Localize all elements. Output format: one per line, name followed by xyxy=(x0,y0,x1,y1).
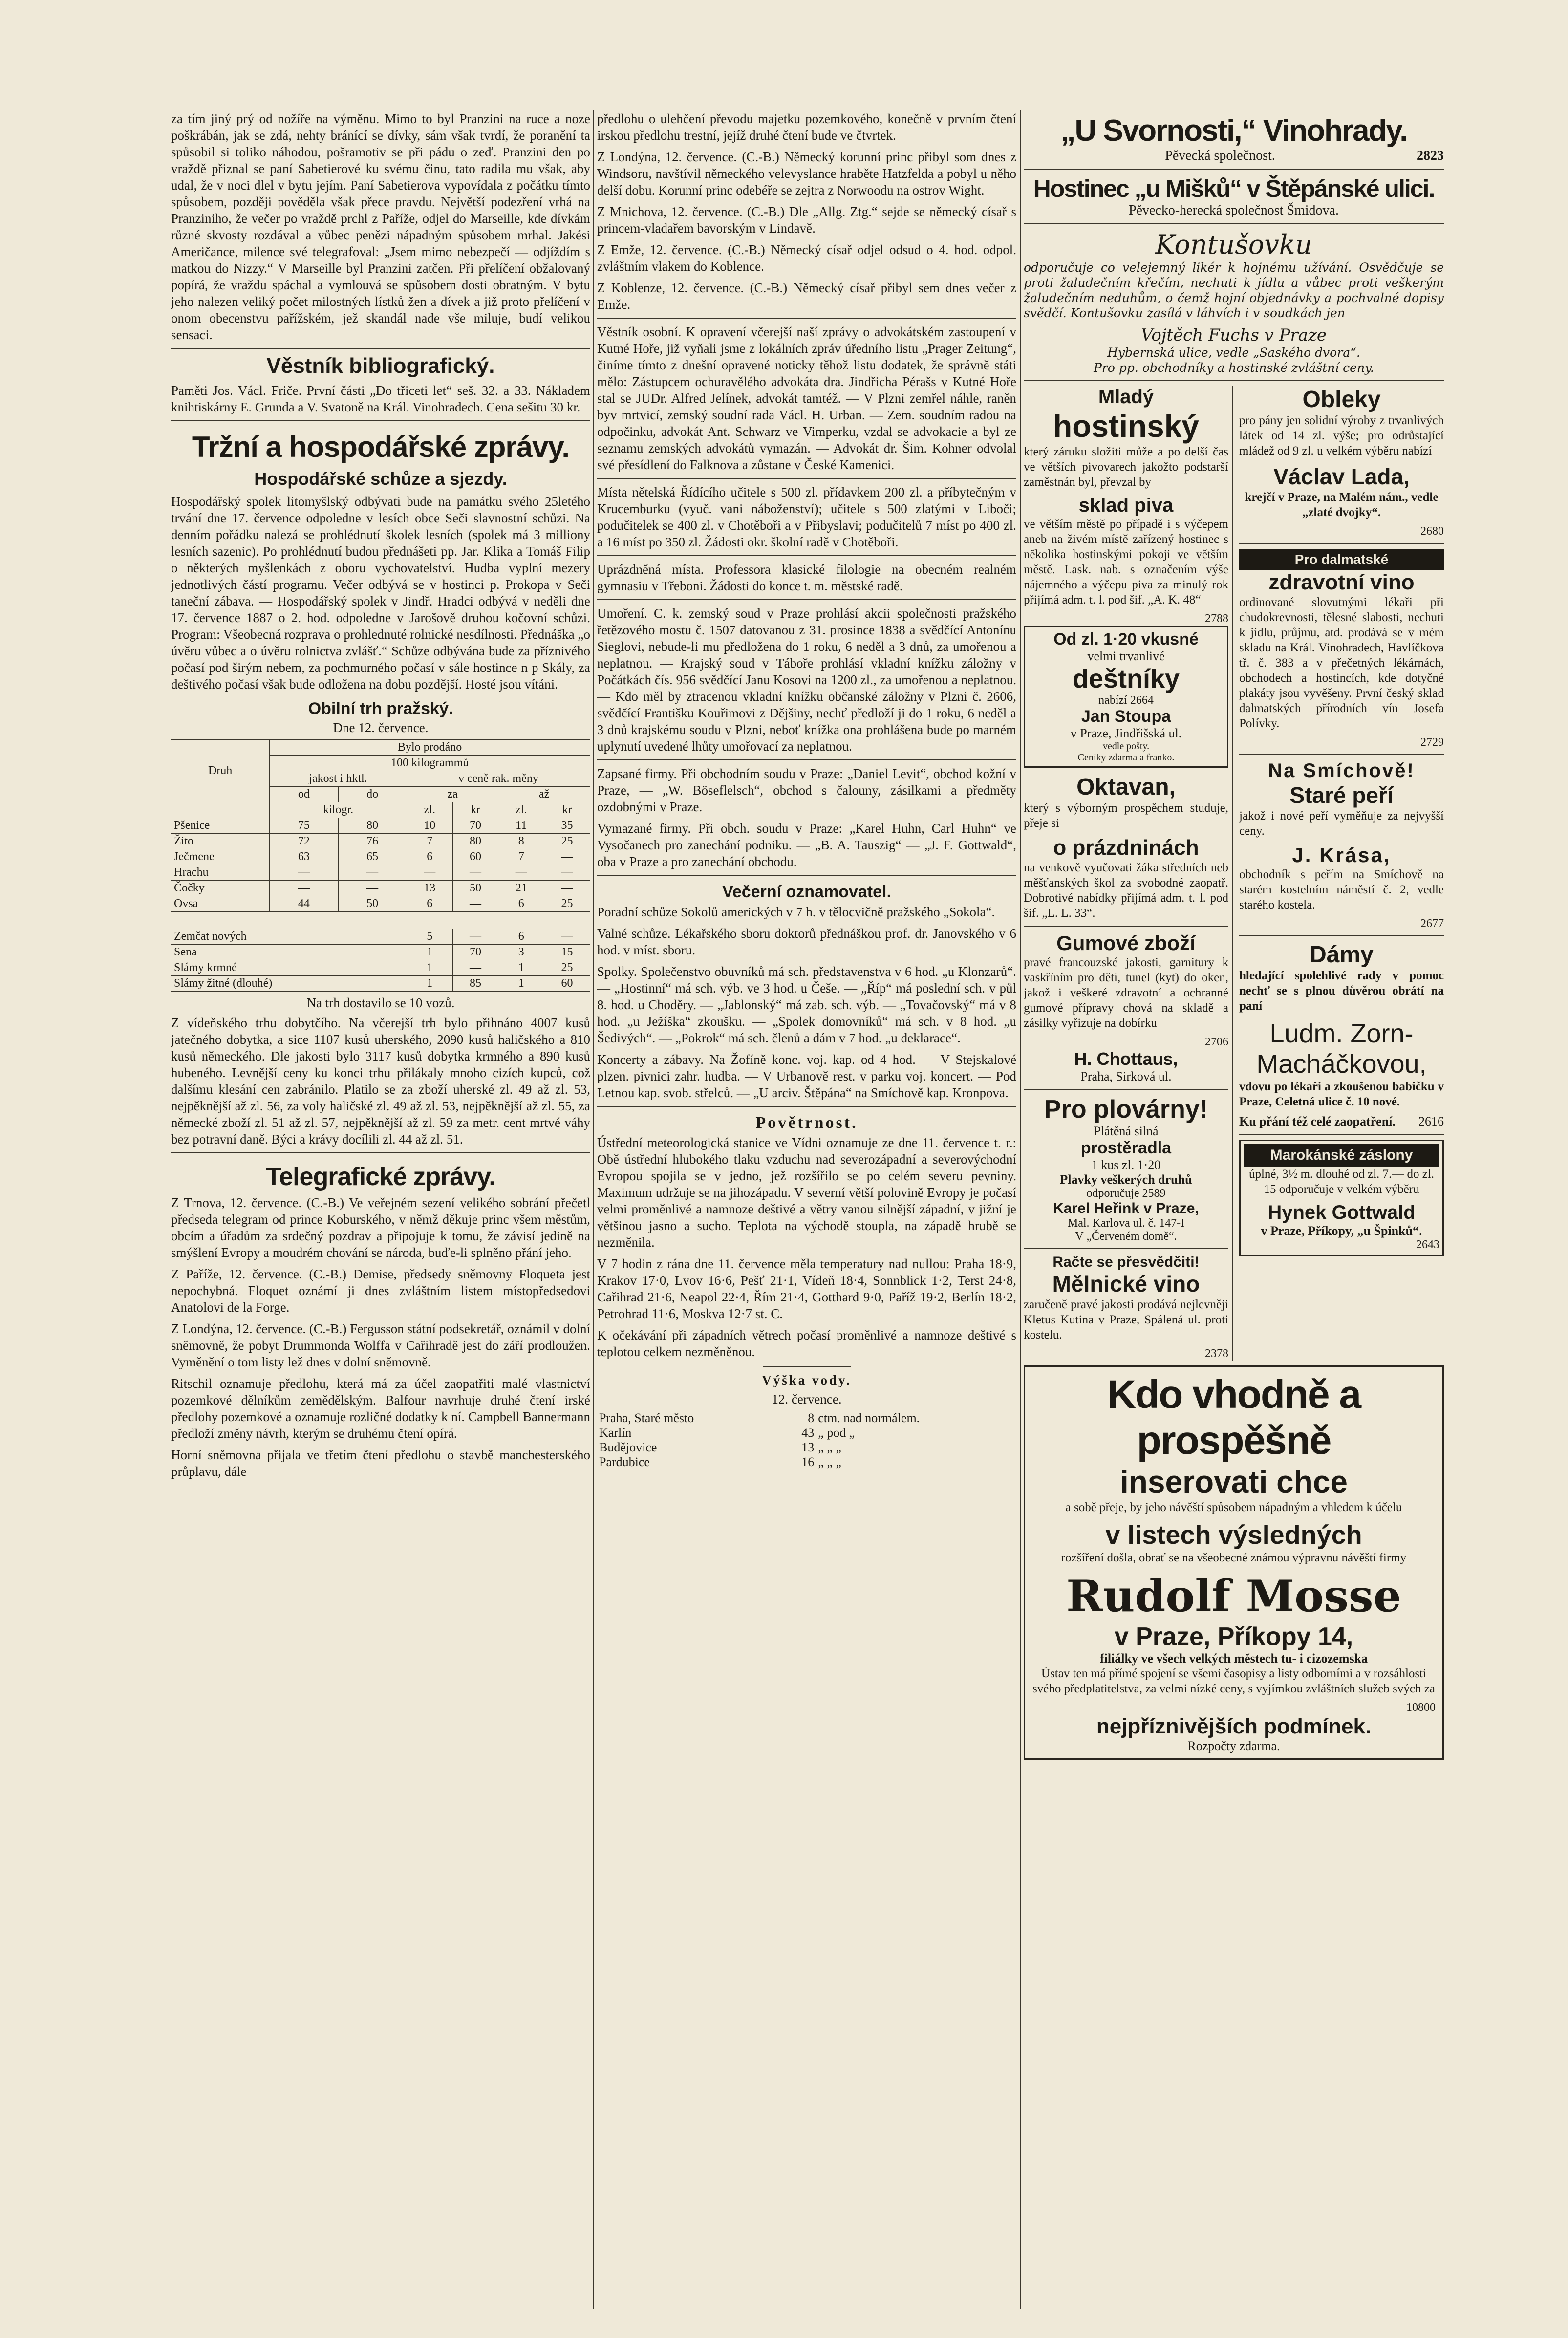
table-cell: — xyxy=(270,881,338,896)
article-london-b: Z Londýna, 12. července. (C.-B.) Německý korunní princ přibyl som dnes z Windsoru, navštívil německého velevyslance hraběte Hatzfelda a pobyl u něho delší dobu. Korunní princ odebéře se zejtra z Norwoodu na ostrov Wight. xyxy=(597,150,1016,197)
ad-destniky-velmi: velmi trvanlivé xyxy=(1087,649,1165,663)
ad-prost-price: 1 kus zl. 1·20 xyxy=(1091,1158,1161,1172)
ad-mosse-listech-text: rozšíření došla, obrať se na všeobecné známou výpravnu návěští firmy xyxy=(1061,1551,1407,1564)
table-cell: 25 xyxy=(544,960,590,976)
ad-krasa-text: obchodník s peřím na Smíchově na starém kostelním náměstí č. 2, vedle starého kostela. xyxy=(1239,868,1444,911)
article-ems: Z Emže, 12. července. (C.-B.) Německý císař odjel odsud o 4. hod. odpol. zvláštním vlakem do Koblence. xyxy=(597,242,1016,274)
annulment-notices: Umoření. C. k. zemský soud v Praze prohlásí akcii společnosti pražského řetězového mostu č. 1507 datovanou z 31. prosince 1838 a svědčící Antonínu Sieglovi, nebude-li mu předložena do 1 roku, 6 neděl a 3 dnů, za umořenou a neplatnou. — Krajský soud v Táboře prohlásí vkladní knížku záložny v Počátkách čís. 956 svědčící Janu Kosovi na 1200 zl., za umořenou a neplatnou. — Kdo měl by ztracenou vkladní knížku občanské záložny v Plzni č. 2606, svědčící Františku Kouřimovi z Dějšiny, nechť předloží ji do 1 roku, 6 neděl a 3 dnů krajskému soudu v Plzni, neboť knížka ona prohlášena bude po marném uplynutí uvedené lhůty umořovací za neplatnou. xyxy=(597,606,1016,754)
table-cell: — xyxy=(544,849,590,865)
divider xyxy=(597,599,1016,600)
divider xyxy=(1239,754,1444,755)
table-cell: Zemčat nových xyxy=(171,929,407,945)
col-head-bylo: Bylo prodáno xyxy=(270,740,590,756)
ad-kontus-name: Vojtěch Fuchs v Praze xyxy=(1140,325,1327,345)
table-cell: 8 xyxy=(808,1411,815,1425)
col-head-jakost: jakost i hktl. xyxy=(270,771,407,787)
water-level-date: 12. července. xyxy=(772,1392,842,1407)
grain-market-date: Dne 12. července. xyxy=(333,720,429,735)
col-head-kg: 100 kilogrammů xyxy=(270,756,590,771)
subsection-title-meetings: Hospodářské schůze a sjezdy. xyxy=(254,469,507,489)
table-cell: 10 xyxy=(407,818,452,834)
ad-melnicke: Mělnické vino xyxy=(1052,1271,1200,1297)
market-note: Na trh dostavilo se 10 vozů. xyxy=(306,996,455,1010)
divider xyxy=(1024,380,1444,381)
ad-plavky-sub: odporučuje xyxy=(1086,1187,1139,1200)
ad-zorn-no: 2616 xyxy=(1418,1114,1444,1128)
ad-zorn-1: Ludm. Zorn- xyxy=(1269,1019,1414,1048)
table-cell: 1 xyxy=(407,960,452,976)
telegraph-trnovo: Z Trnova, 12. července. (C.-B.) Ve veřejném sezení velikého sobrání přečetl předseda telegram od prince Koburského, v němž děkuje princ všem městům, obcím a úřadům za srdečný pozdrav a připojuje k tomu, že závisí jedině na smýšlení Evropy a moudrém chování se národa, buďe-li splněno přání jeho. xyxy=(171,1195,590,1260)
table-cell: — xyxy=(270,865,338,881)
ad-lada-text: krejčí v Praze, na Malém nám., vedle „zlaté dvojky“. xyxy=(1245,491,1439,519)
divider xyxy=(1239,543,1444,544)
table-cell: 6 xyxy=(407,896,452,912)
water-row xyxy=(597,1440,1016,1455)
table-cell: Slámy žitné (dlouhé) xyxy=(171,976,407,992)
ad-kontusovka xyxy=(1024,229,1444,375)
col-head-kr: kr xyxy=(544,802,590,818)
weather-text-2: V 7 hodin z rána dne 11. července měla temperatury nad nullou: Praha 18·9, Krakov 17·0, Lvov 16·6, Pešť 21·1, Vídeň 18·4, Sonnblick 1·2, Terst 24·8, Cařihrad 21·6, Neapol 22·4, Řím 21·4, Gotthard 9·0, Paříž 19·2, Berlín 18·2, Petrohrad 11·6, Moskva 12·7 st. C. xyxy=(597,1256,1016,1321)
table-cell: 1 xyxy=(498,960,544,976)
divider xyxy=(171,1152,590,1153)
table-cell: 13 xyxy=(801,1440,815,1454)
ad-misku-title: Hostinec „u Mišků“ v Štěpánské ulici. xyxy=(1033,175,1435,202)
table-cell: „ „ „ xyxy=(818,1440,841,1454)
ad-svornost-title: „U Svornosti,“ Vinohrady. xyxy=(1060,114,1407,148)
divider xyxy=(1024,926,1228,927)
divider xyxy=(1239,1134,1444,1135)
ad-mosse-rozpocty: Rozpočty zdarma. xyxy=(1187,1739,1280,1753)
teacher-positions: Místa nětelská Řídícího učitele s 500 zl. přídavkem 200 zl. a příbytečným v Krucemburku (vyuč. vani náboženství); učitele s 500 zlatými v Liboči; podučitelek se 400 zl. v Chotěboři a v Přibyslavi; podučitelů 7 míst po 400 zl. a 16 míst po 350 zl. Žádosti okr. školní radě v Chotěboři. xyxy=(597,485,1016,549)
table-cell: Slámy krmné xyxy=(171,960,407,976)
ad-chottaus: H. Chottaus, xyxy=(1074,1049,1178,1069)
ad-mosse-filialky: filiálky ve všech velkých městech tu- i cizozemska xyxy=(1099,1651,1368,1666)
ad-marok xyxy=(1239,1140,1444,1256)
ad-krasa: J. Krása, xyxy=(1292,844,1391,866)
ad-destniky-od: Od zl. 1·20 vkusné xyxy=(1053,630,1199,649)
table-cell: „ pod „ xyxy=(818,1426,855,1440)
divider xyxy=(597,478,1016,479)
weather-text-1: Ústřední meteorologická stanice ve Vídni oznamuje ze dne 11. července t. r.: Obě ústřední hlubokého tlaku vzduchu nad severozápadní a severovýchodní Evropou spojila se v jedno, jež rozšířilo se po celém severu pevniny. Maximum udržuje se na jihozápadu. V severní větší polovině Evropy je počasí velmi proměnlivé a namnoze deštivé a větry vanou silnější západní, v jižní je většinou jasno a sucho. Teplota na východě stoupla, na západě hrubě se nezměnila. xyxy=(597,1135,1016,1250)
ad-gumove-no: 2706 xyxy=(1205,1036,1228,1048)
article-munich: Z Mnichova, 12. července. (C.-B.) Dle „Allg. Ztg.“ sejde se německý císař s princem-vladařem bavorským v Lindavě. xyxy=(597,204,1016,236)
table-cell: Sena xyxy=(171,945,407,960)
ad-mosse-text: a sobě přeje, by jeho návěští spůsobem nápadným a vhledem k účelu xyxy=(1065,1501,1402,1514)
table-row xyxy=(171,834,590,849)
ad-stare-text: jakož i nové peří vyměňuje za nejvyšší ceny. xyxy=(1239,809,1444,838)
ad-destniky xyxy=(1024,626,1228,768)
ad-stoupa-foot: Ceníky zdarma a franko. xyxy=(1077,752,1175,763)
ad-hostinsky-text: který záruku složiti může a po delší čas ve větších pivovarech jakožto podstarší zaměstnán byl, převzal by xyxy=(1024,445,1228,489)
ad-prazdniny: o prázdninách xyxy=(1053,836,1199,860)
table-cell: 21 xyxy=(498,881,544,896)
table-cell: 35 xyxy=(544,818,590,834)
ad-zdravotni-no: 2729 xyxy=(1420,736,1444,749)
table-cell: 1 xyxy=(407,945,452,960)
ad-svornost-no: 2823 xyxy=(1417,148,1444,163)
table-row xyxy=(171,818,590,834)
table-cell: 50 xyxy=(338,896,407,912)
ad-mosse-no: 10800 xyxy=(1406,1701,1436,1714)
ad-racte: Račte se přesvědčiti! xyxy=(1052,1254,1200,1270)
table-cell: 25 xyxy=(544,834,590,849)
ad-damy-text: hledající spolehlivé rady v pomoc nechť se s plnou důvěrou obrátí na paní xyxy=(1239,969,1444,1013)
table-cell: 72 xyxy=(270,834,338,849)
ad-obleky: Obleky xyxy=(1302,387,1381,412)
table-cell: ctm. nad normálem. xyxy=(818,1411,920,1425)
table-row xyxy=(171,896,590,912)
table-cell: 16 xyxy=(801,1455,815,1469)
ad-obleky-text: pro pány jen solidní výroby z trvanlivých látek od 14 zl. výše; pro odrůstající mládež od 9 zl. u velkém výběru nabízí xyxy=(1239,414,1444,457)
ad-dalmat-head: Pro dalmatské xyxy=(1239,549,1444,570)
table-cell: 85 xyxy=(452,976,498,992)
section-title-bibliography: Věstník bibliografický. xyxy=(266,354,495,378)
table-cell: Pšenice xyxy=(171,818,270,834)
ad-gottwald: Hynek Gottwald xyxy=(1267,1202,1416,1223)
ad-kontus-text: odporučuje co velejemný likér k hojnému užívání. Osvědčuje se proti žaludečním křečím, nechuti k jídlu a vůbec proti veškerým žaludečním neduhům, o čemž hojní objednávky a pochvalné dopisy svědčí. Kontušovku zasílá v láhvích i v soudkách jen xyxy=(1024,260,1444,320)
table-cell: — xyxy=(544,929,590,945)
article-koblenz: Z Koblenze, 12. července. (C.-B.) Německý císař přibyl sem dnes večer z Emže. xyxy=(597,281,1016,312)
table-cell: Žito xyxy=(171,834,270,849)
table-row xyxy=(171,881,590,896)
vacant-positions: Uprázdněná místa. Professora klasické filologie na obecném realném gymnasiu v Třeboni. Žádosti do konce t. m. městské radě. xyxy=(597,562,1016,593)
ad-marok-text: úplné, 3½ m. dlouhé od zl. 7.— do zl. 15 odporučuje v velkém výběru xyxy=(1248,1168,1435,1196)
column-left xyxy=(171,110,590,2309)
table-cell: 6 xyxy=(498,929,544,945)
ad-krasa-no: 2677 xyxy=(1420,917,1444,930)
evening-meetings: Valné schůze. Lékařského sboru doktorů přednáškou prof. dr. Janovského v 6 hod. v míst. sboru. xyxy=(597,926,1016,957)
table-cell: — xyxy=(452,960,498,976)
ad-gottwald-no: 2643 xyxy=(1416,1238,1439,1251)
ad-smichov: Na Smíchově! xyxy=(1268,760,1415,781)
table-cell: — xyxy=(544,865,590,881)
table-cell: 70 xyxy=(452,945,498,960)
col-head-zl: zl. xyxy=(498,802,544,818)
evening-sokol: Poradní schůze Sokolů amerických v 7 h. v tělocvičně pražského „Sokola“. xyxy=(597,905,995,919)
ad-misku-sub: Pěvecko-herecká společnost Šmidova. xyxy=(1129,203,1339,218)
section-title-telegraph: Telegrafické zprávy. xyxy=(266,1163,495,1191)
evening-clubs: Spolky. Společenstvo obuvníků má sch. představenstva v 6 hod. „u Klonzarů“. — „Hostinní“ má sch. výb. ve 3 hod. u Češe. — „Říp“ má poslední sch. v půl 8. hod. u Choděry. — „Jablonský“ má zab. sch. výb. — „Tovačovský“ má v 8 hod. „u Ježíška“ zkoušku. — „Spolek domovníků“ má sch. v 8 hod. „u Šedivých“. — „Pokrok“ má sch. členů a dám v 7 hod. „u deklarace“. xyxy=(597,964,1016,1045)
ad-plavky: Plavky veškerých druhů xyxy=(1060,1172,1192,1187)
table-cell: Budějovice xyxy=(599,1440,657,1454)
ad-stoupa-addr: v Praze, Jindřišská ul. xyxy=(1070,726,1182,740)
table-cell: — xyxy=(452,865,498,881)
ad-right-subcolumn xyxy=(1239,386,1444,1361)
grain-price-table xyxy=(171,739,590,992)
table-cell: 50 xyxy=(452,881,498,896)
column-rule xyxy=(593,110,594,2309)
ad-stare-peri: Staré peří xyxy=(1289,782,1394,808)
ad-plavky-no: 2589 xyxy=(1142,1187,1166,1200)
divider xyxy=(763,1366,851,1367)
ad-destniky-nabizi: nabízí xyxy=(1098,694,1127,707)
col-head-za: za xyxy=(407,787,498,802)
table-cell: — xyxy=(338,865,407,881)
divider xyxy=(1024,169,1444,170)
ad-stoupa-sub: vedle pošty. xyxy=(1102,741,1150,752)
table-cell: — xyxy=(452,929,498,945)
ad-stoupa: Jan Stoupa xyxy=(1081,707,1171,726)
evening-concerts: Koncerty a zábavy. Na Žofíně konc. voj. kap. od 4 hod. — V Stejskalové plzen. pivnici zahr. hudba. — V Urbanově rest. v parku voj. koncert. — Pod Letnou kap. svob. střelců. — „U arciv. Štěpána“ na Smíchově kap. Kronpova. xyxy=(597,1052,1016,1100)
col-head-od: od xyxy=(270,787,338,802)
column-rule xyxy=(1020,110,1021,2309)
ad-gottwald-addr: v Praze, Příkopy, „u Špinků“. xyxy=(1261,1224,1422,1238)
ad-marok-title: Marokánské záslony xyxy=(1244,1144,1439,1167)
ad-mosse-podminek: nejpříznivějších podmínek. xyxy=(1096,1714,1372,1738)
divider xyxy=(1239,935,1444,936)
ad-damy: Dámy xyxy=(1310,942,1374,968)
table-cell: 7 xyxy=(498,849,544,865)
col-head-cene: v ceně rak. měny xyxy=(407,771,590,787)
table-cell: 43 xyxy=(801,1426,815,1440)
table-row xyxy=(171,849,590,865)
table-cell: 6 xyxy=(498,896,544,912)
table-row xyxy=(171,976,590,992)
ad-zorn-foot: Ku přání též celé zaopatření. xyxy=(1239,1114,1396,1128)
personal-news: Věstník osobní. K opravení včerejší naší zprávy o advokátském zastoupení v Kutné Hoře, již vyňali jsme z lokálních zpráv úředního listu „Prager Zeitung“, činíme tímto z dnešní opravené noticky těhož listu dodatek, že správně státi mělo: Zástupcem ochuravělého advokáta dra. Jindřicha Pérašs v Kutné Hoře stal se JUDr. Alfred Jelínek, advokát tamtéž. — V Plzni zemřel náhle, raněn byv mrtvicí, zemský soudní rada Václ. H. Urban. — Zem. soudním radou na odpočinku, advokát Ant. Schwarz ve Vimperku, vzdal se advokacie a byl ze seznamu zemských advokátů vymazán. — Advokát dr. Šim. Kohner odvolal své přesídlení do Falknova a zůstane v České Kamenici. xyxy=(597,325,1016,472)
evening-notices-title: Večerní oznamovatel. xyxy=(722,883,891,901)
ad-chottaus-addr: Praha, Sirková ul. xyxy=(1080,1069,1172,1083)
telegraph-ritschil: Ritschil oznamuje předlohu, která má za účel zaopatřiti malé vlastnictví pozemkové dělníkům zemědělským. Balfour navrhuje druhé čtení irské předlohy pozemkové a oznamuje rozličné dodatky k ní. Campbell Bannermann předloží změny návrh, kterým se druhému čtení opírá. xyxy=(171,1376,590,1441)
ad-prosteradla: prostěradla xyxy=(1080,1139,1172,1157)
table-cell: 11 xyxy=(498,818,544,834)
table-cell: 5 xyxy=(407,929,452,945)
meetings-text: Hospodářský spolek litomyšlský odbývati bude na památku svého 25letého trvání dne 17. července odpoledne v lesích obce Seči slavnostní schůzi. Na denním pořádku nalezá se prohlédnutí školek lesních (spolek má 3 milliony lesních sazenic). Po prohlédnutí budou přednášeti pp. Jar. Klika a Tomáš Filip o některých myšlenkách z oboru vychovatelství. Hudba vyplní mezery jednotlivých částí programu. Večer odbývá se v hostinci p. Prokopa v Seči taneční zábava. — Hospodářský spolek v Jindř. Hradci odbývá v neděli dne 17. července 1887 o 2. hod. odpoledne v Jarošově druhou kočovní schůzi. Program: Všeobecná rozprava o prohlednuté rolnické nesdílnosti. Přednáška „o úvěru vůbec a o úvěru rolnictva zvlášť.“ Schůze odbývána bude za příznivého počasí pod širým nebem, za pochmurného počasí v sále hostince n p Skály, za deštivého počasí však bude odložena na dobu pozdější. Hosté jsou vítáni. xyxy=(171,494,590,692)
divider xyxy=(171,420,590,421)
ad-gumove-text: pravé francouzské jakosti, garnitury k vaskříním pro děti, tunel (kyt) do oken, jakož i veškeré zdravotní a ochranné gumové přípravy chová na skladě a zásilky vyřizuje na dobírku xyxy=(1024,956,1228,1030)
table-cell: — xyxy=(544,881,590,896)
divider xyxy=(597,875,1016,876)
table-cell: 1 xyxy=(498,976,544,992)
ad-platena: Plátěná silná xyxy=(1094,1124,1159,1138)
ad-svornost xyxy=(1024,113,1444,164)
divider xyxy=(597,318,1016,319)
water-level-title: Výška vody. xyxy=(762,1373,852,1387)
table-cell: 25 xyxy=(544,896,590,912)
ad-zdravotni-text: ordinované slovutnými lékaři při chudokrevnosti, tělesné slabosti, nechuti k jídlu, průjmu, atd. prodává se v mém skladu na Král. Vinohradech, Havlíčkova tř. č. 383 a v přečetných lékárnách, obchodech a hostincích, kde dotyčné plakáty jsou vyvěšeny. První český sklad dalmatských přírodních vín Josefa Polívky. xyxy=(1239,596,1444,730)
registered-firms: Zapsané firmy. Při obchodním soudu v Praze: „Daniel Levit“, obchod kožní v Praze, — „W. Böseflelsch“, obchod s čalouny, zásilkami a předměty ozdobnými v Praze. xyxy=(597,766,1016,814)
article-pranzini: za tím jiný prý od nožíře na výměnu. Mimo to byl Pranzini na ruce a noze poškrábán, jak se zdá, nehty bránící se dívky, sám však tvrdí, že poranění ta spůsobil si toliko náhodou, pošramotiv se při pádu o zeď. Pranzini den po vraždě přiznal se paní Sabetierové ku svému činu, tato radila mu však, aby udal, že v noci dlel v bytu jejím. Paní Sabetierova vypovídala z počátku tímto spůsobem, později pověděla však přece pravdu. Největší podezření vrhá na Pranziniho, že večer po vraždě prchl z Paříže, odjel do Marseille, kde dívkám různé skvosty rozdával a vůbec penězi nápadným spůsobem mrhal. Jakési Američance, milence své telegrafoval: „Jsem mimo nebezpečí — odjíždím s matkou do Nizzy.“ V Marseille byl Pranzini zatčen. Při přelíčení obžalovaný popírá, že vraždu spáchal a vymlouvá se spůsobem dosti obratným. V bytu jeho nalezen veliký počet milostných lístků žen a dívek a již proto přelíčení v onom obecenstvu pařížském, jež skandál nade vše miluje, budí velikou sensaci. xyxy=(171,111,590,342)
ad-gumove: Gumové zboží xyxy=(1056,931,1196,954)
deleted-firms: Vymazané firmy. Při obch. soudu v Praze: „Karel Huhn, Carl Huhn“ ve Vysočanech pro zanechání podniku. — „B. A. Tauszig“ — „J. F. Gottwald“, oba v Praze a pro zanechání obchodu. xyxy=(597,821,1016,869)
ad-mosse-addr: v Praze, Příkopy 14, xyxy=(1114,1623,1353,1651)
column-middle xyxy=(597,110,1016,2309)
table-cell: Čočky xyxy=(171,881,270,896)
ad-prazdniny-text: na venkově vyučovati žáka středních neb měšťanských škol za svobodné zaopatř. Dobrotivé nabídky přijímá adm. t. l. pod šif. „L. L. 33“. xyxy=(1024,861,1228,920)
ad-zorn-2: Macháčkovou, xyxy=(1256,1049,1427,1079)
table-cell: 1 xyxy=(407,976,452,992)
table-cell: 75 xyxy=(270,818,338,834)
table-cell: 8 xyxy=(498,834,544,849)
ad-melnicke-text: zaručeně pravé jakosti prodává nejlevněji Kletus Kutina v Praze, Spálená ul. proti kostelu. xyxy=(1024,1298,1228,1342)
ad-kontus-foot: Pro pp. obchodníky a hostinské zvláštní ceny. xyxy=(1094,361,1374,375)
telegraph-london: Z Londýna, 12. července. (C.-B.) Fergusson státní podsekretář, oznámil v dolní sněmovně, že pobyt Drummonda Wolffa v Cařihradě jest do září prodloužen. Vyměnění o tom listy lež dnes v dolní sněmovně. xyxy=(171,1321,590,1369)
table-cell: 80 xyxy=(338,818,407,834)
ad-kontus-addr: Hybernská ulice, vedle „Saského dvora“. xyxy=(1107,346,1360,360)
divider xyxy=(1024,223,1444,224)
ad-svornost-sub: Pěvecká společnost. xyxy=(1165,148,1275,163)
ad-misku xyxy=(1024,174,1444,218)
ad-sklad-text: ve větším městě po případě i s výčepem aneb na živém místě zařízený hostinec s několika hostinskými pokoji ve větším městě. Lask. nab. s označením výše nájemného a výčepu piva za minulý rok přijímá adm. t. l. pod šif. „A. K. 48“ xyxy=(1024,518,1228,606)
table-cell: 60 xyxy=(452,849,498,865)
table-cell: 70 xyxy=(452,818,498,834)
divider xyxy=(597,1106,1016,1107)
telegraph-paris: Z Paříže, 12. července. (C.-B.) Demise, předsedy sněmovny Floqueta jest nepochybná. Floquet oznámí ji dnes zvláštním listem místopředsedovi Anatolovi de la Forge. xyxy=(171,1267,590,1315)
ad-oktavan-text: který s výborným prospěchem studuje, přeje si xyxy=(1024,801,1228,830)
col-head-druh: Druh xyxy=(171,740,270,802)
section-title-market: Tržní a hospodářské zprávy. xyxy=(192,431,570,463)
telegraph-upper-house: Horní sněmovna přijala ve třetím čtení předlohu o stavbě manchesterského průplavu, dále xyxy=(171,1448,590,1479)
ad-mlady: Mladý xyxy=(1098,386,1154,408)
ad-kontus-title: Kontušovku xyxy=(1155,229,1312,260)
col-head-do: do xyxy=(338,787,407,802)
table-cell: 44 xyxy=(270,896,338,912)
table-cell: 63 xyxy=(270,849,338,865)
table-cell: Ovsa xyxy=(171,896,270,912)
table-cell: Karlín xyxy=(599,1426,632,1440)
ad-herink: Karel Heřink v Praze, xyxy=(1053,1200,1199,1216)
table-cell: 6 xyxy=(407,849,452,865)
ad-mosse-kdo: Kdo vhodně a prospěšně xyxy=(1107,1372,1361,1463)
col-head-az: až xyxy=(498,787,590,802)
weather-title: Povětrnost. xyxy=(755,1114,858,1132)
divider xyxy=(1024,1089,1228,1090)
table-cell: 60 xyxy=(544,976,590,992)
bibliography-text: Paměti Jos. Václ. Friče. První části „Do třiceti let“ seš. 32. a 33. Nákladem knihtiskárny E. Grunda a V. Svatoně na Král. Vinohradech. Cena sešitu 30 kr. xyxy=(171,383,590,414)
table-cell: 80 xyxy=(452,834,498,849)
table-cell: 76 xyxy=(338,834,407,849)
ad-oktavan: Oktavan, xyxy=(1076,774,1176,800)
divider xyxy=(1024,1248,1228,1249)
table-cell: — xyxy=(338,881,407,896)
table-cell: Ječmene xyxy=(171,849,270,865)
table-cell: „ „ „ xyxy=(818,1455,841,1469)
water-row xyxy=(597,1426,1016,1440)
table-cell: 3 xyxy=(498,945,544,960)
ad-plovarny: Pro plovárny! xyxy=(1044,1095,1208,1124)
ad-hostinsky xyxy=(1024,386,1233,1361)
article-london-a: předlohu o ulehčení převodu majetku pozemkového, konečně v prvním čtení irskou předlohu trestní, jejíž druhé čtení bude ve čtvrtek. xyxy=(597,111,1016,143)
weather-text-3: K očekávání při západních větrech počasí proměnlivé a namnoze deštivé s teplotou celkem nezměněnou. xyxy=(597,1328,1016,1359)
table-cell: — xyxy=(498,865,544,881)
table-row xyxy=(171,945,590,960)
table-row xyxy=(171,929,590,945)
ad-mosse-name: Rudolf Mosse xyxy=(1066,1570,1401,1622)
ad-melnicke-no: 2378 xyxy=(1205,1347,1228,1360)
table-cell: 15 xyxy=(544,945,590,960)
table-row xyxy=(171,865,590,881)
water-row xyxy=(597,1411,1016,1426)
ad-hostinsky-title: hostinský xyxy=(1053,409,1199,444)
col-head-zl: zl. xyxy=(407,802,452,818)
ad-lada-no: 2680 xyxy=(1420,525,1444,538)
col-head-kilogr: kilogr. xyxy=(270,802,407,818)
ad-sklad-piva: sklad piva xyxy=(1078,495,1174,516)
ad-mosse-inserovati: inserovati chce xyxy=(1120,1464,1348,1499)
ad-herink-addr: Mal. Karlova ul. č. 147-I xyxy=(1067,1217,1185,1230)
table-cell: 13 xyxy=(407,881,452,896)
water-level-table xyxy=(597,1411,1016,1470)
ad-herink-sub: V „Červeném domě“. xyxy=(1075,1230,1177,1243)
ad-mosse-listech: v listech výsledných xyxy=(1105,1520,1362,1550)
table-cell: Hrachu xyxy=(171,865,270,881)
column-ads xyxy=(1024,110,1444,2309)
divider xyxy=(597,759,1016,760)
divider xyxy=(171,348,590,349)
table-cell: 65 xyxy=(338,849,407,865)
ad-mosse xyxy=(1024,1365,1444,1760)
table-cell: Praha, Staré město xyxy=(599,1411,694,1425)
col-head-kr: kr xyxy=(452,802,498,818)
grain-market-title: Obilní trh pražský. xyxy=(308,699,453,718)
ad-destniky-title: deštníky xyxy=(1072,664,1180,693)
table-cell: — xyxy=(452,896,498,912)
vienna-market-text: Z vídeňského trhu dobytčího. Na včerejší trh bylo přihnáno 4007 kusů jatečného dobytka, a sice 1107 kusů uherského, 2090 kusů haličského a 810 kusů německého. Dle jakosti bylo 3117 kusů dobytka krmného a 890 kusů hubeného. Levnější ceny ku konci trhu přilákaly mnoho cizích kupců, což dalšímu klesání cen zabránilo. Platilo se za zboží uherské zl. 49 až zl. 53, nejpěknější až zl. 56, za voly haličské zl. 49 až zl. 53, nejpěknější až zl. 55, za německé zboží zl. 51 až zl. 57, nejpěknější až zl. 59 za metr. cent mrtvé váhy bez potravní daně. Býci a krávy docílili zl. 44 až zl. 51. xyxy=(171,1016,590,1147)
table-cell: Pardubice xyxy=(599,1455,650,1469)
ad-sklad-no: 2788 xyxy=(1205,612,1228,625)
table-cell: — xyxy=(407,865,452,881)
ad-mosse-text2: Ústav ten má přímé spojení se všemi časopisy a listy odborními a v rozsáhlosti svého předplatitelstva, za velmi nízké ceny, s vyjímkou zvláštních služeb svých za xyxy=(1032,1667,1435,1695)
water-row xyxy=(597,1455,1016,1470)
ad-zorn-text: vdovu po lékaři a zkoušenou babičku v Praze, Celetná ulice č. 10 nové. xyxy=(1239,1080,1444,1108)
ad-lada: Václav Lada, xyxy=(1273,464,1410,489)
divider xyxy=(597,555,1016,556)
table-cell: 7 xyxy=(407,834,452,849)
table-row xyxy=(171,960,590,976)
ad-destniky-no: 2664 xyxy=(1130,694,1154,707)
ad-zdravotni: zdravotní vino xyxy=(1268,570,1415,594)
